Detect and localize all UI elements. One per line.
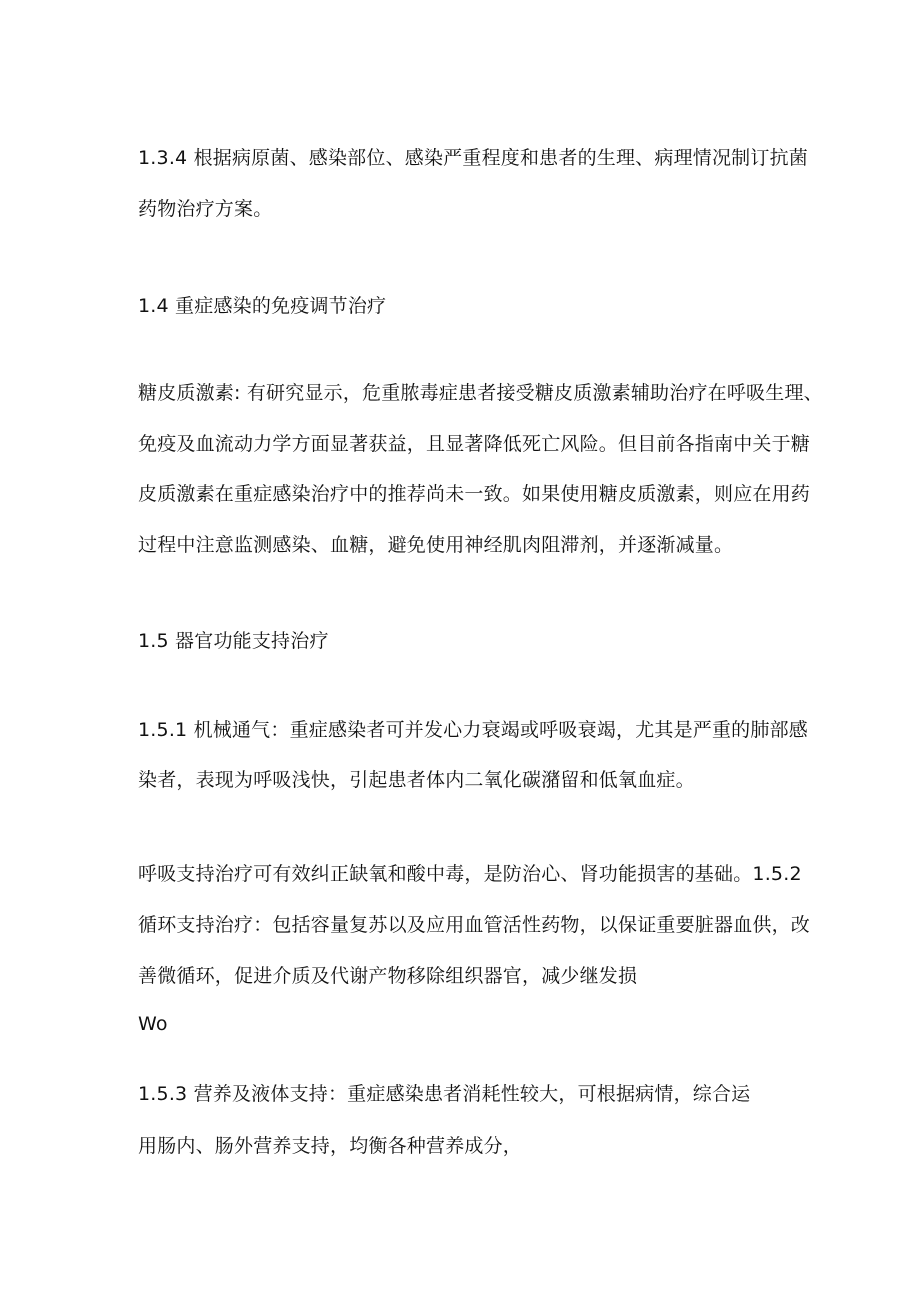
section-1-5-1-line-2: 染者，表现为呼吸浅快，引起患者体内二氧化碳潴留和低氧血症。: [138, 769, 695, 791]
section-1-5-3-line-1: 1.5.3 营养及液体支持：重症感染患者消耗性较大，可根据病情，综合运: [138, 1083, 751, 1105]
paragraph-glucocorticoid-line-2: 免疫及血流动力学方面显著获益，且显著降低死亡风险。但目前各指南中关于糖: [138, 433, 811, 455]
section-1-3-4-line-1: 1.3.4 根据病原菌、感染部位、感染严重程度和患者的生理、病理情况制订抗菌: [138, 147, 808, 169]
paragraph-respiratory-line-3: 善微循环，促进介质及代谢产物移除组织器官，减少继发损: [138, 965, 638, 987]
section-1-5-3-line-2: 用肠内、肠外营养支持，均衡各种营养成分，: [138, 1135, 523, 1157]
heading-1-4: 1.4 重症感染的免疫调节治疗: [138, 295, 387, 317]
section-1-5-1-line-1: 1.5.1 机械通气：重症感染者可并发心力衰竭或呼吸衰竭，尤其是严重的肺部感: [138, 719, 808, 741]
heading-1-5: 1.5 器官功能支持治疗: [138, 630, 329, 652]
paragraph-respiratory-line-1: 呼吸支持治疗可有效纠正缺氧和酸中毒，是防治心、肾功能损害的基础。1.5.2: [138, 863, 802, 885]
paragraph-glucocorticoid-line-3: 皮质激素在重症感染治疗中的推荐尚未一致。如果使用糖皮质激素，则应在用药: [138, 483, 811, 505]
section-1-3-4-line-2: 药物治疗方案。: [138, 198, 273, 220]
paragraph-respiratory-line-2: 循环支持治疗：包括容量复苏以及应用血管活性药物，以保证重要脏器血供，改: [138, 914, 811, 936]
paragraph-respiratory-line-4: Wo: [138, 1013, 168, 1035]
paragraph-glucocorticoid-line-4: 过程中注意监测感染、血糖，避免使用神经肌肉阻滞剂，并逐渐减量。: [138, 534, 734, 556]
paragraph-glucocorticoid-line-1: 糖皮质激素: 有研究显示，危重脓毒症患者接受糖皮质激素辅助治疗在呼吸生理、: [138, 382, 823, 404]
